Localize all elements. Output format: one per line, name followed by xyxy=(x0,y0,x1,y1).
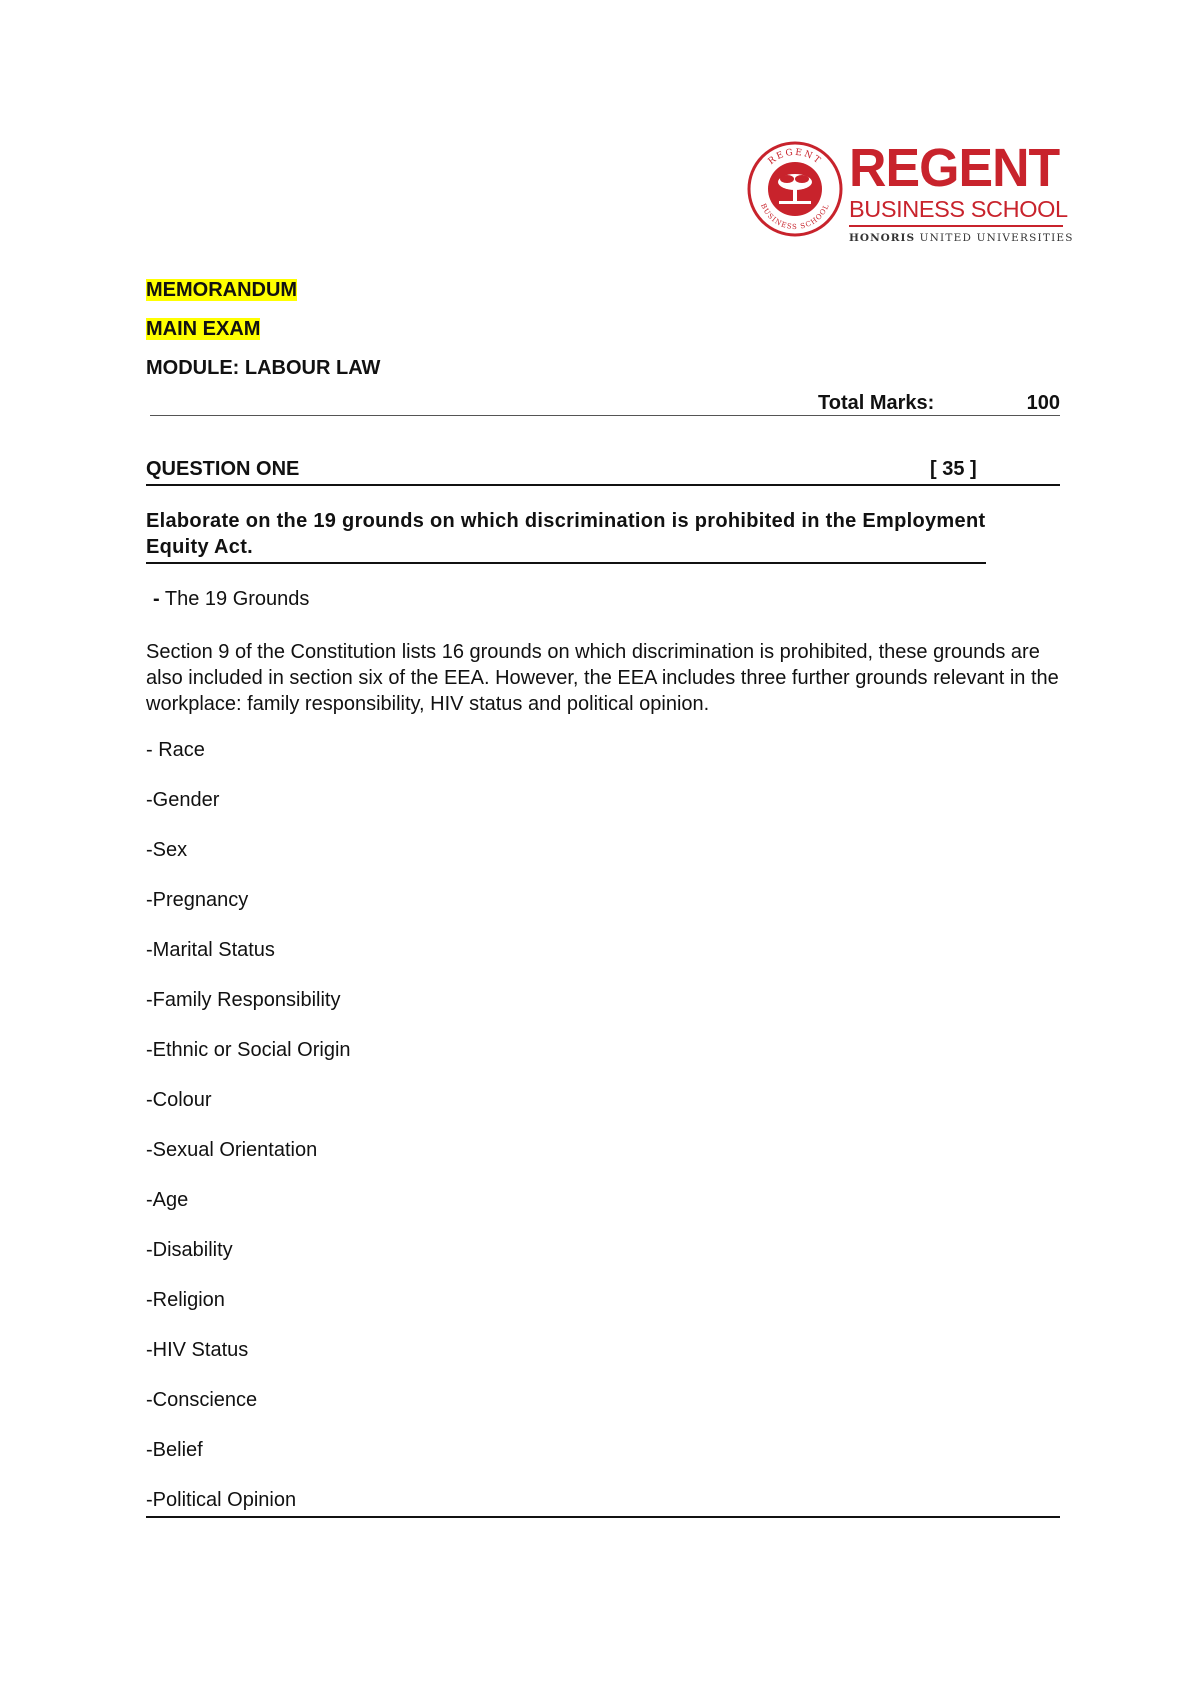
seal-top-text: REGENT xyxy=(766,147,824,168)
question-marks: [ 35 ] xyxy=(930,458,977,480)
list-item: -Conscience xyxy=(146,1389,258,1411)
total-marks-label: Total Marks: xyxy=(818,392,935,414)
total-marks-row xyxy=(150,392,1060,416)
question-prompt: Elaborate on the 19 grounds on which discrimination is prohibited in the Employment Equity Act. xyxy=(146,508,986,564)
logo-affiliation xyxy=(849,232,1074,244)
answer-paragraph: Section 9 of the Constitution lists 16 grounds on which discrimination is prohibited, these grounds are also included in section six of the EEA. However, the EEA includes three further grounds relevant in the workplace: family responsibility, HIV status and political opinion. xyxy=(146,641,1059,715)
list-item: -Gender xyxy=(146,789,220,811)
memorandum-label: MEMORANDUM xyxy=(146,279,298,301)
list-item: -Sex xyxy=(146,839,188,861)
total-marks-value: 100 xyxy=(1026,392,1060,414)
grounds-list xyxy=(146,738,1060,1518)
list-item: -Religion xyxy=(146,1289,225,1311)
list-item: - Race xyxy=(146,739,205,761)
logo-affiliation-rest: UNITED UNIVERSITIES xyxy=(919,232,1074,244)
regent-seal-icon xyxy=(747,141,843,237)
logo-affiliation-bold: HONORIS xyxy=(849,232,916,244)
list-item: -Belief xyxy=(146,1439,203,1461)
list-item: -Marital Status xyxy=(146,939,275,961)
list-item: -Colour xyxy=(146,1089,212,1111)
list-item: -HIV Status xyxy=(146,1339,249,1361)
logo-brand: REGENT xyxy=(849,138,1060,198)
list-item: -Family Responsibility xyxy=(146,989,341,1011)
exam-heading xyxy=(146,317,260,341)
regent-logo xyxy=(747,138,1074,251)
list-item: -Disability xyxy=(146,1239,233,1261)
list-item: -Sexual Orientation xyxy=(146,1139,318,1161)
logo-divider xyxy=(849,225,1063,227)
logo-subtitle: BUSINESS SCHOOL xyxy=(849,196,1068,222)
question-header xyxy=(146,456,1060,486)
memorandum-heading xyxy=(146,278,297,302)
question-title: QUESTION ONE xyxy=(146,458,300,480)
grounds-subheading xyxy=(153,588,309,611)
subheading-dash: - xyxy=(153,588,160,610)
exam-label: MAIN EXAM xyxy=(146,318,261,340)
seal-bottom-text: BUSINESS SCHOOL xyxy=(759,202,831,231)
module-heading: MODULE: LABOUR LAW xyxy=(146,357,381,379)
list-item: -Pregnancy xyxy=(146,889,249,911)
logo-wordmark xyxy=(849,138,1074,244)
list-item: -Political Opinion xyxy=(146,1488,1060,1518)
list-item: -Age xyxy=(146,1189,189,1211)
marks-divider xyxy=(150,415,1060,416)
subheading-text: The 19 Grounds xyxy=(159,588,310,610)
list-item: -Ethnic or Social Origin xyxy=(146,1039,351,1061)
